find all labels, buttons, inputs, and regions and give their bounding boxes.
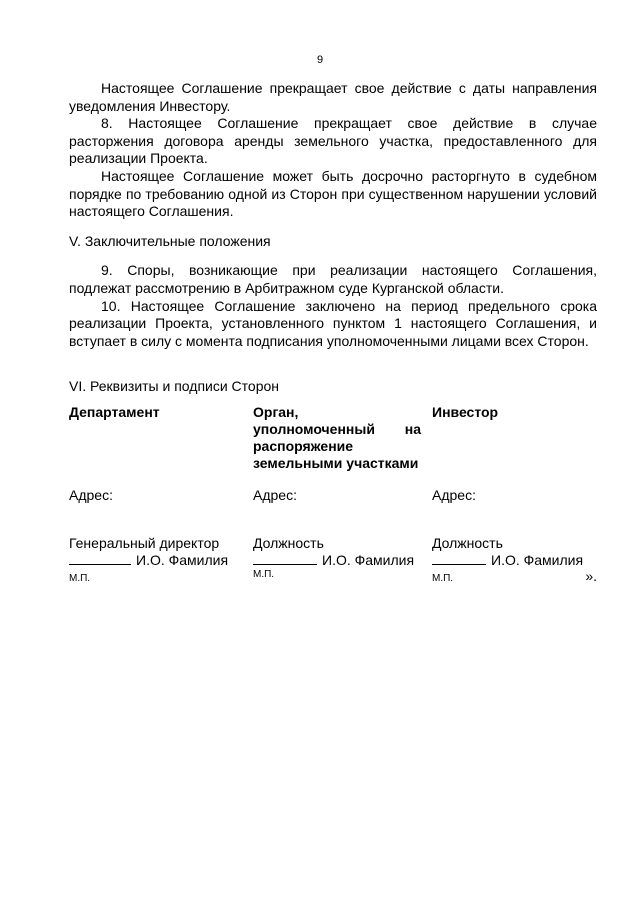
closing-quote: ». <box>585 568 597 584</box>
signature-line <box>253 552 414 569</box>
signature-line <box>432 552 583 569</box>
seal-mark: М.П. <box>432 573 454 584</box>
section-heading-final-provisions: V. Заключительные положения <box>69 232 271 249</box>
signature-blank <box>432 552 486 565</box>
signer-position: Должность <box>253 535 324 551</box>
paragraph-10: 10. Настоящее Соглашение заключено на период предельного срока реализации Проекта, установленного пунктом 1 настоящего Соглашения, и вступает в силу с момента подписания уполномоченными лицами всех Сторон. <box>69 297 597 349</box>
party-name: Орган, уполномоченный на распоряжение земельными участками <box>253 404 421 471</box>
section-heading-requisites: VI. Реквизиты и подписи Сторон <box>69 378 280 395</box>
signer-name: И.О. Фамилия <box>491 552 584 568</box>
signature-column-department <box>69 404 229 584</box>
address-label: Адрес: <box>432 487 476 503</box>
address-label: Адрес: <box>69 487 113 503</box>
party-name: Департамент <box>69 404 160 420</box>
signer-name: И.О. Фамилия <box>322 552 415 568</box>
signature-column-investor <box>432 404 597 584</box>
party-name: Инвестор <box>432 404 499 420</box>
signature-blank <box>253 552 317 565</box>
paragraph-termination-notice: Настоящее Соглашение прекращает свое действие с даты направления уведомления Инвестору. <box>69 80 597 114</box>
paragraph-early-termination: Настоящее Соглашение может быть досрочно расторгнуто в судебном порядке по требованию одной из Сторон при существенном нарушении условий настоящего Соглашения. <box>69 167 597 220</box>
seal-mark: М.П. <box>253 569 275 580</box>
document-body <box>69 80 597 396</box>
page-number: 9 <box>316 54 324 66</box>
address-label: Адрес: <box>253 487 297 503</box>
signature-column-authority <box>253 404 421 580</box>
signature-blank <box>69 552 131 565</box>
paragraph-9: 9. Споры, возникающие при реализации настоящего Соглашения, подлежат рассмотрению в Арбитражном суде Курганской области. <box>69 262 597 296</box>
signer-position: Должность <box>432 535 503 551</box>
seal-mark: М.П. <box>69 573 91 584</box>
paragraph-8: 8. Настоящее Соглашение прекращает свое действие в случае расторжения договора аренды земельного участка, предоставленного для реализации Проекта. <box>69 115 597 167</box>
signer-name: И.О. Фамилия <box>136 552 229 568</box>
signature-line <box>69 552 228 569</box>
signer-position: Генеральный директор <box>69 535 220 551</box>
